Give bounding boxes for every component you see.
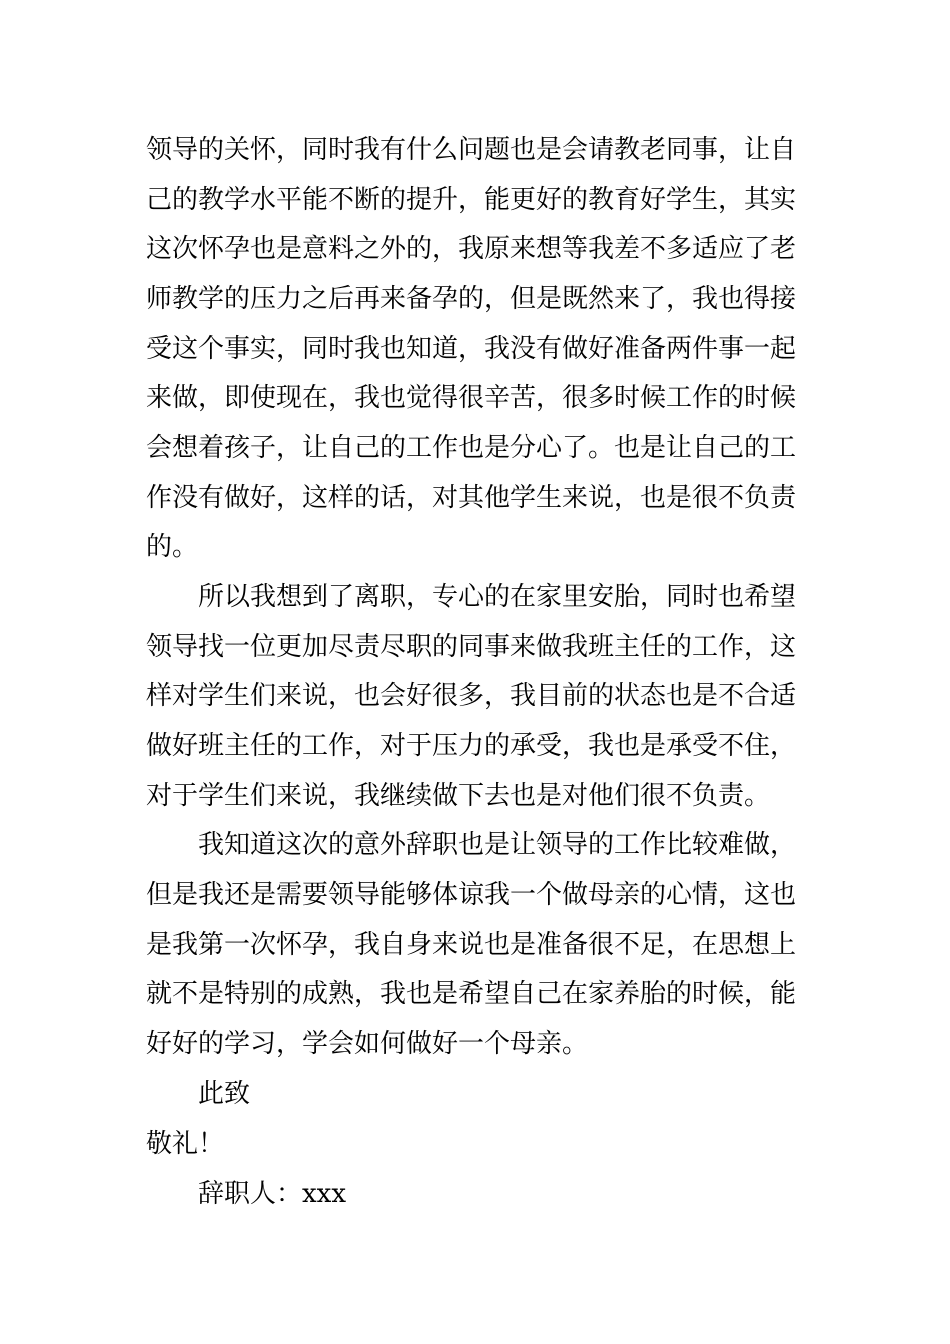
closing-salutation: 此致 (198, 1079, 251, 1109)
paragraph-start-line: 我知道这次的意外辞职也是让领导的工作比较难做， (198, 830, 797, 860)
text-line: 作没有做好，这样的话，对其他学生来说，也是很不负责 (146, 483, 797, 513)
text-line: 对于学生们来说，我继续做下去也是对他们很不负责。 (146, 781, 771, 811)
text-line: 会想着孩子，让自己的工作也是分心了。也是让自己的工 (146, 433, 797, 463)
paragraph-start-line: 所以我想到了离职，专心的在家里安胎，同时也希望 (198, 582, 797, 612)
closing-regards: 敬礼！ (146, 1129, 225, 1159)
text-line: 的。 (146, 532, 199, 562)
signature-line: 辞职人：xxx (198, 1179, 346, 1209)
text-line: 受这个事实，同时我也知道，我没有做好准备两件事一起 (146, 334, 797, 364)
text-line: 是我第一次怀孕，我自身来说也是准备很不足，在思想上 (146, 930, 797, 960)
text-line: 就不是特别的成熟，我也是希望自己在家养胎的时候，能 (146, 979, 797, 1009)
text-line: 来做，即使现在，我也觉得很辛苦，很多时候工作的时候 (146, 383, 797, 413)
text-line: 好好的学习，学会如何做好一个母亲。 (146, 1029, 589, 1059)
text-line: 做好班主任的工作，对于压力的承受，我也是承受不住， (146, 731, 797, 761)
text-line: 样对学生们来说，也会好很多，我目前的状态也是不合适 (146, 681, 797, 711)
text-line: 领导的关怀，同时我有什么问题也是会请教老同事，让自 (146, 135, 797, 165)
text-line: 师教学的压力之后再来备孕的，但是既然来了，我也得接 (146, 284, 797, 314)
text-line: 但是我还是需要领导能够体谅我一个做母亲的心情，这也 (146, 880, 797, 910)
text-line: 己的教学水平能不断的提升，能更好的教育好学生，其实 (146, 185, 797, 215)
text-line: 领导找一位更加尽责尽职的同事来做我班主任的工作，这 (146, 632, 797, 662)
text-line: 这次怀孕也是意料之外的，我原来想等我差不多适应了老 (146, 234, 797, 264)
